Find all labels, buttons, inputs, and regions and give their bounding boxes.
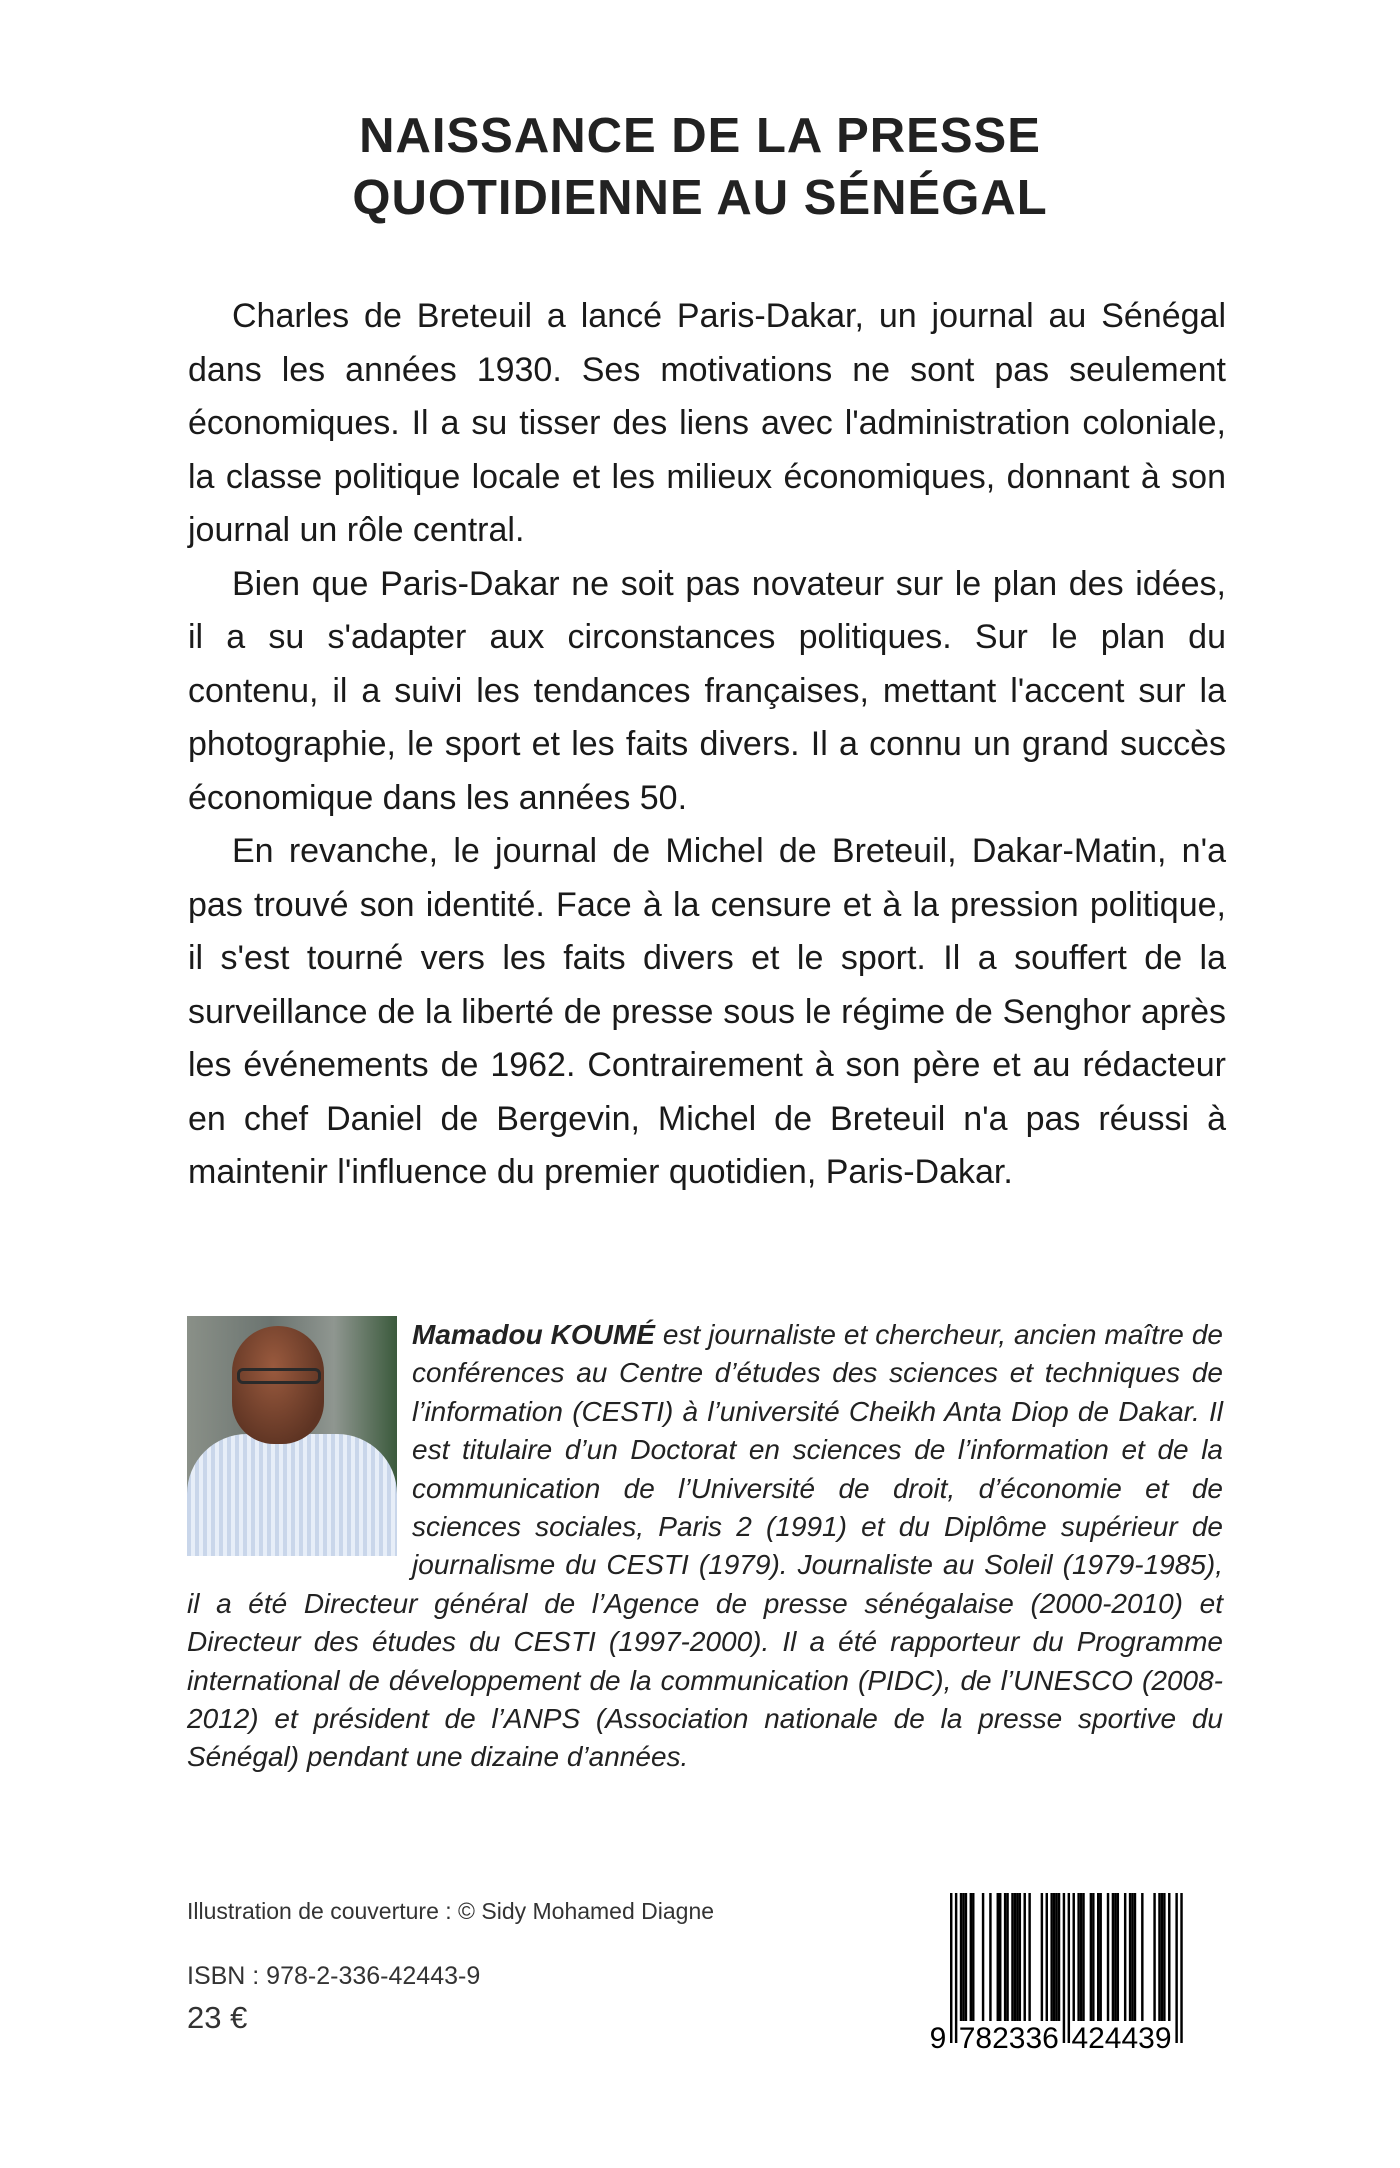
- isbn: ISBN : 978-2-336-42443-9: [187, 1962, 481, 1990]
- barcode-digits: 9: [930, 2022, 947, 2053]
- barcode-bar: [1014, 1893, 1016, 2021]
- barcode-bar: [1158, 1893, 1160, 2021]
- barcode-bar: [950, 1893, 952, 2043]
- barcode-bar: [1163, 1893, 1165, 2021]
- barcode-bar: [1041, 1893, 1043, 2021]
- summary-paragraph: Bien que Paris-Dakar ne soit pas novateur sur le plan des idées, il a su s'adapter aux circonstances politiques. Sur le plan du contenu, il a suivi les tendances françaises, mettant l'accent sur la photographie, le sport et les faits divers. Il a connu un grand succès économique dans les années 50.: [188, 564, 1226, 817]
- barcode-bar: [962, 1893, 964, 2021]
- barcode-bar: [1053, 1893, 1055, 2021]
- barcode-bar: [1046, 1893, 1048, 2021]
- cover-illustration-credit: Illustration de couverture : © Sidy Mohamed Diagne: [187, 1898, 715, 1924]
- barcode-bar: [1073, 1893, 1075, 2021]
- barcode-digits: 424439: [1071, 2022, 1172, 2053]
- title-line-1: NAISSANCE DE LA PRESSE: [359, 109, 1041, 163]
- barcode-bar: [1080, 1893, 1082, 2021]
- barcode-bar: [970, 1893, 972, 2021]
- barcode-bar: [1107, 1893, 1109, 2021]
- barcode-bar: [999, 1893, 1001, 2021]
- barcode-bar: [1068, 1893, 1070, 2043]
- barcode-bar: [1124, 1893, 1126, 2021]
- barcode-bar: [1011, 1893, 1013, 2021]
- barcode-bar: [1090, 1893, 1092, 2021]
- barcode-bar: [972, 1893, 974, 2021]
- barcode-bar: [1077, 1893, 1079, 2021]
- barcode-bar: [1114, 1893, 1116, 2021]
- barcode-bar: [1019, 1893, 1021, 2021]
- barcode-bar: [1129, 1893, 1131, 2021]
- barcode-bar: [1082, 1893, 1084, 2021]
- barcode-bar: [1016, 1893, 1018, 2021]
- author-name: Mamadou KOUMÉ: [412, 1319, 655, 1350]
- barcode-bar: [1175, 1893, 1177, 2043]
- barcode-bar: [1004, 1893, 1006, 2021]
- barcode-bar: [1112, 1893, 1114, 2021]
- barcode-bar: [1006, 1893, 1008, 2021]
- book-title: [0, 105, 1400, 229]
- barcode-bar: [1141, 1893, 1143, 2021]
- barcode-bar: [1161, 1893, 1163, 2021]
- barcode: [930, 1893, 1200, 2053]
- barcode-bar: [1050, 1893, 1052, 2021]
- barcode-bar: [1180, 1893, 1182, 2043]
- barcode-bar: [1134, 1893, 1136, 2021]
- book-summary: [188, 290, 1226, 1200]
- barcode-bar: [1055, 1893, 1057, 2021]
- barcode-bar: [965, 1893, 967, 2021]
- barcode-bar: [1024, 1893, 1026, 2021]
- barcode-bar: [1117, 1893, 1119, 2021]
- barcode-digits: 782336: [958, 2022, 1059, 2053]
- barcode-bar: [955, 1893, 957, 2043]
- barcode-bar: [1097, 1893, 1099, 2021]
- barcode-bar: [1058, 1893, 1060, 2021]
- barcode-bar: [1028, 1893, 1030, 2021]
- title-line-2: QUOTIDIENNE AU SÉNÉGAL: [352, 171, 1048, 225]
- barcode-bar: [1092, 1893, 1094, 2021]
- barcode-bar: [960, 1893, 962, 2021]
- author-bio-text: est journaliste et chercheur, ancien maître de conférences au Centre d’études des sciences et techniques de l’information (CESTI) à l’université Cheikh Anta Diop de Dakar. Il est titulaire d’un Doctorat en sciences de l’information et de la communication de l’Université de droit, d’économie et de sciences sociales, Paris 2 (1991) et du Diplôme supérieur de journalisme du CESTI (1979). Journaliste au Soleil (1979-1985), il a été Directeur général de l’Agence de presse sénégalaise (2000-2010) et Directeur des études du CESTI (1997-2000). Il a été rapporteur du Programme international de développement de la communication (PIDC), de l’UNESCO (2008-2012) et président de l’ANPS (Association nationale de la presse sportive du Sénégal) pendant une dizaine d’années.: [187, 1319, 1223, 1773]
- barcode-bar: [982, 1893, 984, 2021]
- barcode-bar: [1063, 1893, 1065, 2043]
- summary-paragraph: En revanche, le journal de Michel de Breteuil, Dakar-Matin, n'a pas trouvé son identité. Face à la censure et à la pression politique, il s'est tourné vers les faits divers et le sport. Il a souffert de la surveillance de la liberté de presse sous le régime de Senghor après les événements de 1962. Contrairement à son père et au rédacteur en chef Daniel de Bergevin, Michel de Breteuil n'a pas réussi à maintenir l'influence du premier quotidien, Paris-Dakar.: [188, 832, 1226, 1191]
- barcode-bar: [1131, 1893, 1133, 2021]
- barcode-bar: [1168, 1893, 1170, 2021]
- barcode-bar: [997, 1893, 999, 2021]
- summary-paragraph: Charles de Breteuil a lancé Paris-Dakar, un journal au Sénégal dans les années 1930. Ses motivations ne sont pas seulement économiques. Il a su tisser des liens avec l'administration coloniale, la classe politique locale et les milieux économiques, donnant à son journal un rôle central.: [188, 297, 1226, 549]
- price: 23 €: [187, 2000, 248, 2035]
- barcode-bar: [989, 1893, 991, 2021]
- barcode-bar: [1099, 1893, 1101, 2021]
- author-photo: [187, 1316, 397, 1556]
- barcode-bar: [1153, 1893, 1155, 2021]
